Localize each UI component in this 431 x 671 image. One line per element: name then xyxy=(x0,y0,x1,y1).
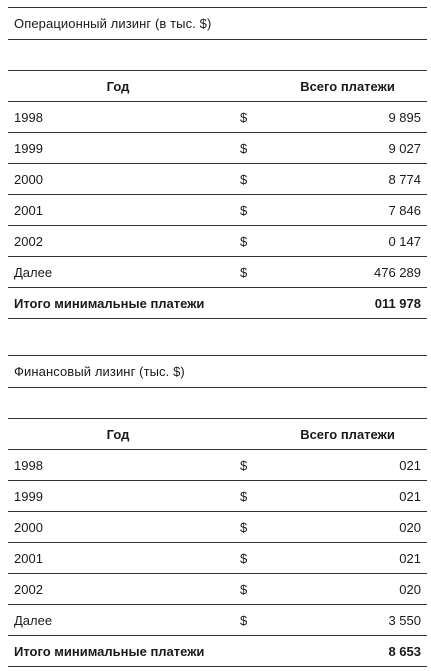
value-cell: 021 xyxy=(399,550,421,566)
year-cell: 2001 xyxy=(14,202,43,218)
year-cell: 2002 xyxy=(14,233,43,249)
year-cell: 1999 xyxy=(14,140,43,156)
table-row xyxy=(8,512,427,543)
currency-cell: $ xyxy=(240,488,248,504)
currency-cell: $ xyxy=(240,140,248,156)
currency-cell: $ xyxy=(240,581,248,597)
year-cell: Далее xyxy=(14,612,53,628)
value-cell: 020 xyxy=(399,519,421,535)
year-cell: Далее xyxy=(14,264,53,280)
header-year: Год xyxy=(106,426,130,442)
year-cell: 1999 xyxy=(14,488,43,504)
year-cell: 2002 xyxy=(14,581,43,597)
total-value: 011 978 xyxy=(374,295,421,311)
value-cell: 0 147 xyxy=(388,233,421,249)
table-row xyxy=(8,164,427,195)
currency-cell: $ xyxy=(240,519,248,535)
header-total-payments: Всего платежи xyxy=(300,426,395,442)
year-cell: 1998 xyxy=(14,457,43,473)
value-cell: 3 550 xyxy=(388,612,421,628)
table-row xyxy=(8,450,427,481)
value-cell: 9 027 xyxy=(388,140,421,156)
currency-cell: $ xyxy=(240,233,248,249)
table-row xyxy=(8,195,427,226)
finance-lease-section xyxy=(8,355,427,667)
total-label: Итого минимальные платежи xyxy=(14,295,205,311)
currency-cell: $ xyxy=(240,264,248,280)
year-cell: 2000 xyxy=(14,171,43,187)
total-row xyxy=(8,288,427,319)
total-label: Итого минимальные платежи xyxy=(14,643,205,659)
value-cell: 021 xyxy=(399,457,421,473)
currency-cell: $ xyxy=(240,612,248,628)
table-header xyxy=(8,71,427,102)
value-cell: 476 289 xyxy=(374,264,421,280)
table-row xyxy=(8,574,427,605)
value-cell: 9 895 xyxy=(388,109,421,125)
year-cell: 2000 xyxy=(14,519,43,535)
value-cell: 8 774 xyxy=(388,171,421,187)
currency-cell: $ xyxy=(240,202,248,218)
currency-cell: $ xyxy=(240,457,248,473)
total-row xyxy=(8,636,427,667)
year-cell: 2001 xyxy=(14,550,43,566)
value-cell: 020 xyxy=(399,581,421,597)
value-cell: 7 846 xyxy=(388,202,421,218)
header-total-payments: Всего платежи xyxy=(300,78,395,94)
currency-cell: $ xyxy=(240,171,248,187)
operating-lease-title: Операционный лизинг (в тыс. $) xyxy=(14,16,212,31)
table-header xyxy=(8,419,427,450)
total-value: 8 653 xyxy=(388,643,421,659)
currency-cell: $ xyxy=(240,109,248,125)
currency-cell: $ xyxy=(240,550,248,566)
header-year: Год xyxy=(106,78,130,94)
finance-lease-title: Финансовый лизинг (тыс. $) xyxy=(14,364,185,379)
table-row xyxy=(8,605,427,636)
year-cell: 1998 xyxy=(14,109,43,125)
table-row xyxy=(8,133,427,164)
table-row xyxy=(8,102,427,133)
table-row xyxy=(8,226,427,257)
table-row xyxy=(8,481,427,512)
operating-lease-section xyxy=(8,7,427,319)
table-row xyxy=(8,257,427,288)
table-row xyxy=(8,543,427,574)
value-cell: 021 xyxy=(399,488,421,504)
